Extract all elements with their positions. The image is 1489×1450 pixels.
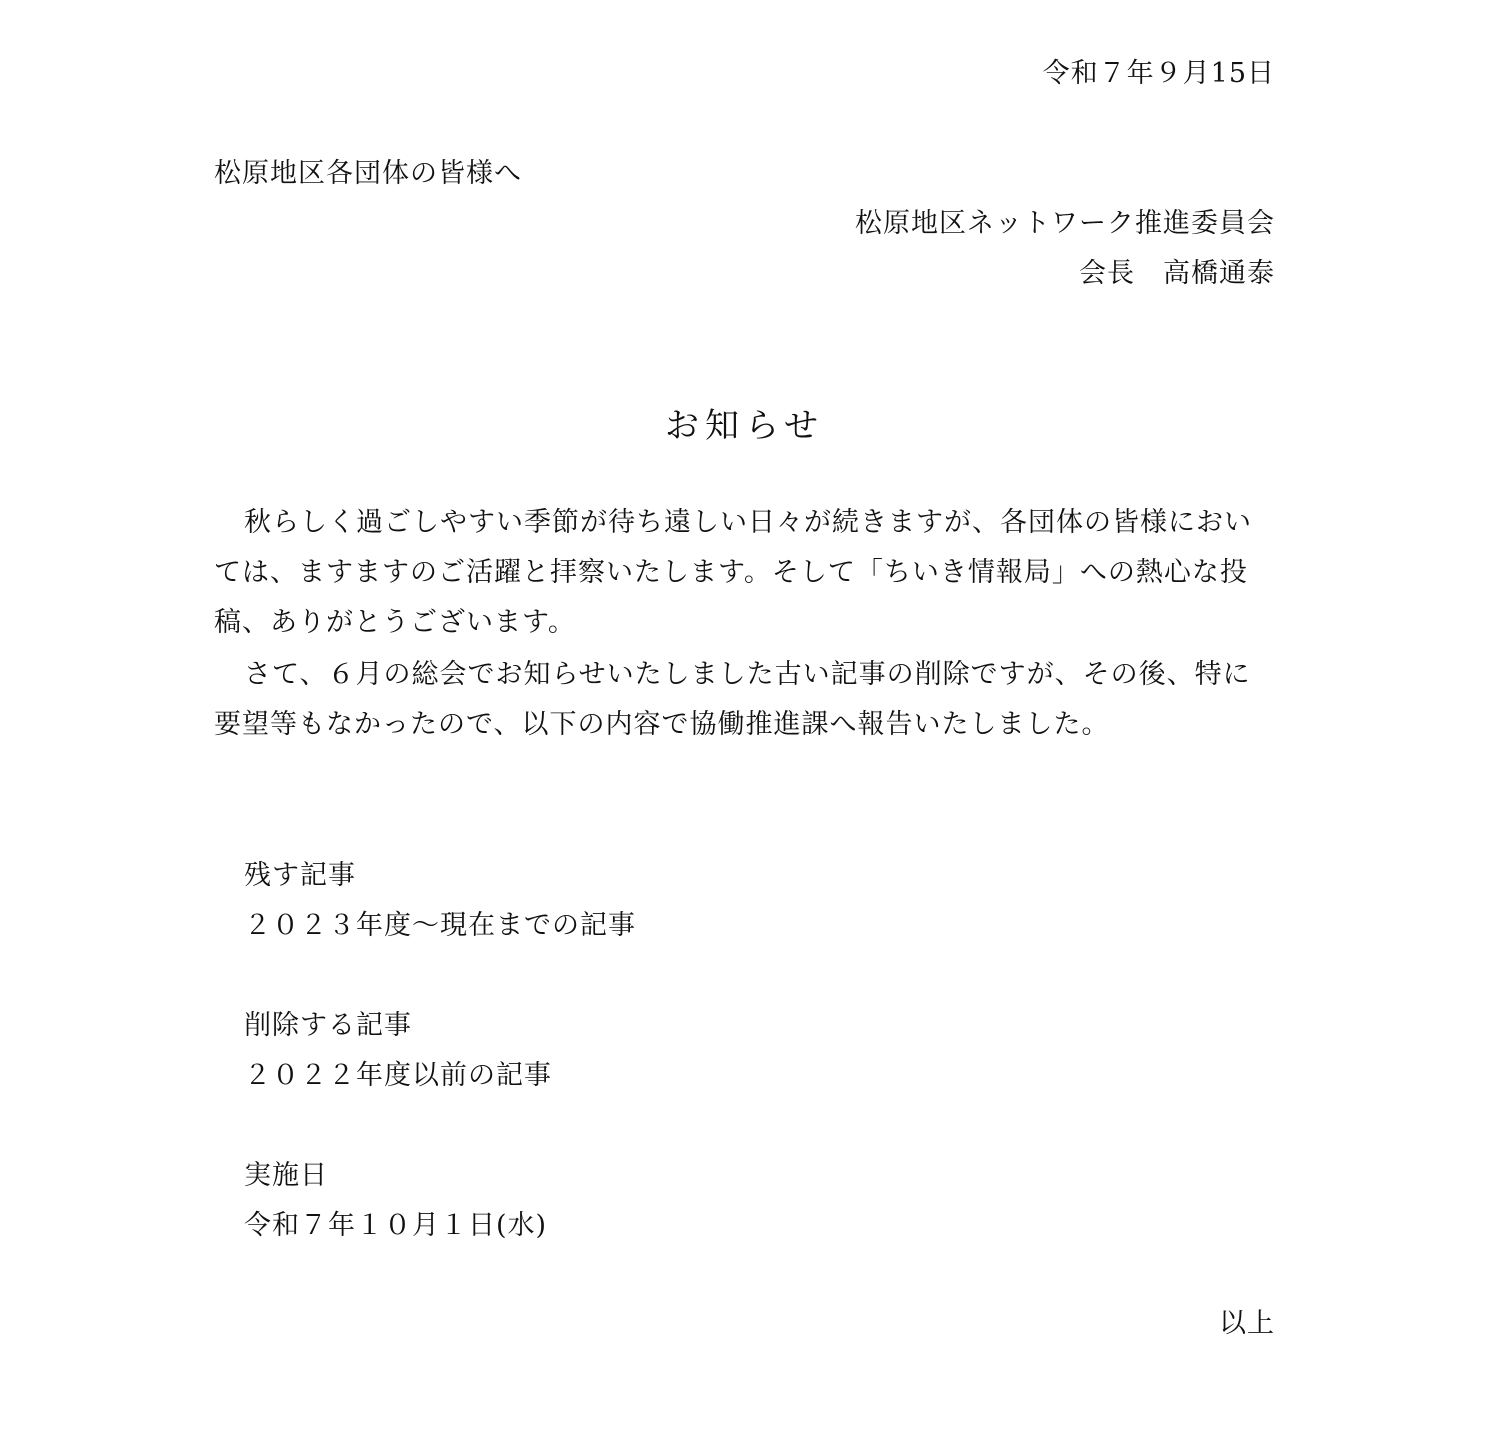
delete-articles-value: ２０２２年度以前の記事 [244, 1060, 552, 1091]
closing-mark: 以上 [1219, 1308, 1275, 1339]
recipient: 松原地区各団体の皆様へ [214, 158, 522, 189]
keep-articles-value: ２０２３年度～現在までの記事 [244, 910, 636, 941]
keep-articles-label: 残す記事 [244, 860, 356, 891]
body-paragraph-1: 秋らしく過ごしやすい季節が待ち遠しい日々が続きますが、各団体の皆様においては、ますますのご活躍と拝察いたします。そして「ちいき情報局」への熱心な投稿、ありがとうございます。 [214, 507, 1252, 638]
implementation-date-value: 令和７年１０月１日(水) [244, 1210, 548, 1241]
sender-organization: 松原地区ネットワーク推進委員会 [855, 208, 1275, 239]
document-date: 令和７年９月15日 [1042, 58, 1275, 89]
sender-person: 会長 高橋通泰 [1079, 258, 1275, 289]
implementation-date-label: 実施日 [244, 1160, 328, 1191]
body-paragraph-2: さて、６月の総会でお知らせいたしました古い記事の削除ですが、その後、特に要望等もなかったので、以下の内容で協働推進課へ報告いたしました。 [214, 659, 1251, 740]
document-title: お知らせ [665, 406, 824, 446]
delete-articles-label: 削除する記事 [244, 1010, 412, 1041]
